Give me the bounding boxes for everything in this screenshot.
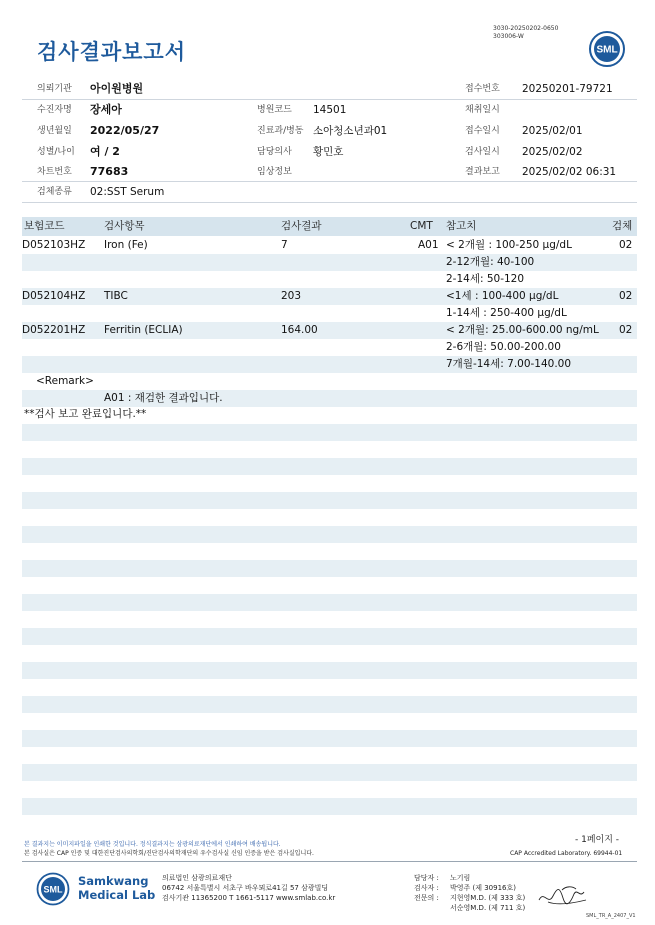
cap-accreditation: CAP Accredited Laboratory. 69944-01	[510, 850, 623, 857]
notice-line-2: 본 검사실은 CAP 인증 및 대한진단검사의학회/진단검사의학재단의 우수검사실 신임 인증을 받은 검사실입니다.	[24, 850, 314, 857]
row-3-reference: 2-14세: 50-120	[446, 273, 525, 285]
row-band	[22, 662, 637, 679]
info-divider	[22, 202, 637, 203]
row-6-code: D052201HZ	[22, 324, 86, 336]
info-row-3	[22, 121, 637, 141]
brand-line-1: Samkwang	[78, 874, 149, 888]
results-table-header	[22, 217, 637, 236]
sml-logo-text: SML	[596, 44, 618, 56]
notice-line-1: 본 결과지는 이미지파일을 인쇄한 것입니다. 정식결과지는 삼광의료재단에서 인쇄하여 배송됩니다.	[24, 841, 281, 848]
collection-date-label: 채취일시	[465, 105, 500, 115]
col-insurance-code: 보험코드	[24, 220, 65, 232]
signature-image	[536, 880, 590, 912]
document-code-line1: 3030-20250202-0650	[493, 25, 559, 32]
staff-value: 노기림	[450, 874, 471, 882]
doctor-value: 황민호	[313, 146, 344, 158]
sml-footer-logo-icon	[36, 872, 70, 906]
doctor-label: 담당의사	[257, 147, 292, 157]
chart-no-value: 77683	[90, 165, 129, 178]
row-1-reference: < 2개월 : 100-250 µg/dL	[446, 239, 572, 251]
specimen-type-label: 검체종류	[37, 187, 72, 197]
document-code-line2: 303006-W	[493, 33, 524, 40]
footer-divider	[22, 861, 637, 862]
row-1-result: 7	[281, 239, 288, 251]
address-line-2: 06742 서울특별시 서초구 바우뫼로41길 57 삼광빌딩	[162, 884, 329, 892]
row-band	[22, 424, 637, 441]
info-row-4	[22, 142, 637, 162]
info-row-2	[22, 100, 637, 120]
staff-value: 박영주 (제 30916호)	[450, 884, 516, 892]
receipt-no-value: 20250201-79721	[522, 83, 613, 95]
hospital-code-value: 14501	[313, 104, 347, 116]
row-band	[22, 798, 637, 815]
info-row-5	[22, 162, 637, 182]
row-band	[22, 458, 637, 475]
clinical-info-label: 임상정보	[257, 167, 292, 177]
form-code: SML_TR_A_2407_V1	[586, 913, 636, 919]
staff-label: 전문의 :	[414, 894, 439, 902]
row-6-result: 164.00	[281, 324, 318, 336]
dept-label: 진료과/병동	[257, 126, 304, 136]
chart-no-label: 차트번호	[37, 167, 72, 177]
row-band	[22, 492, 637, 509]
row-band	[22, 560, 637, 577]
address-line-3: 검사기관 11365200 T 1661-5117 www.smlab.co.kr	[162, 894, 336, 902]
birth-value: 2022/05/27	[90, 124, 160, 137]
specimen-type-value: 02:SST Serum	[90, 186, 165, 198]
foundation-address	[162, 873, 335, 903]
birth-label: 생년월일	[37, 126, 72, 136]
staff-value: 지현영M.D. (제 333 호)	[450, 894, 526, 902]
row-band	[22, 696, 637, 713]
receipt-date-label: 접수일시	[465, 126, 500, 136]
remark-label: <Remark>	[36, 375, 94, 387]
info-row-1	[22, 79, 637, 99]
info-row-6	[22, 182, 637, 202]
patient-label: 수진자명	[37, 105, 72, 115]
row-band	[22, 628, 637, 645]
row-band	[22, 730, 637, 747]
test-date-value: 2025/02/02	[522, 146, 583, 158]
col-specimen: 검체	[612, 220, 633, 232]
dept-value: 소아청소년과01	[313, 125, 388, 137]
remark-text: A01 : 재검한 결과입니다.	[104, 392, 223, 404]
staff-label: 담당자 :	[414, 874, 439, 882]
col-reference: 참고치	[446, 220, 477, 232]
row-5-reference: 1-14세 : 250-400 µg/dL	[446, 307, 567, 319]
row-7-reference: 2-6개월: 50.00-200.00	[446, 341, 561, 353]
row-6-item: Ferritin (ECLIA)	[104, 324, 183, 336]
document-code	[493, 25, 558, 41]
page-number: - 1페이지 -	[575, 835, 620, 845]
row-1-specimen: 02	[619, 239, 633, 251]
col-cmt: CMT	[410, 220, 433, 232]
report-date-value: 2025/02/02 06:31	[522, 166, 617, 178]
row-band	[22, 254, 637, 271]
patient-value: 장세아	[90, 103, 122, 116]
address-line-1: 의료법인 삼광의료재단	[162, 874, 232, 882]
staff-label: 검사자 :	[414, 884, 439, 892]
completion-text: **검사 보고 완료입니다.**	[24, 408, 147, 420]
brand-line-2: Medical Lab	[78, 888, 156, 902]
receipt-no-label: 접수번호	[465, 84, 500, 94]
sex-age-value: 여 / 2	[90, 145, 120, 158]
row-4-reference: <1세 : 100-400 µg/dL	[446, 290, 559, 302]
row-6-specimen: 02	[619, 324, 633, 336]
col-test-item: 검사항목	[104, 220, 145, 232]
row-4-specimen: 02	[619, 290, 633, 302]
row-1-cmt: A01	[418, 239, 439, 251]
test-date-label: 검사일시	[465, 147, 500, 157]
row-6-reference: < 2개월: 25.00-600.00 ng/mL	[446, 324, 599, 336]
report-title: 검사결과보고서	[37, 40, 187, 64]
brand-name	[78, 874, 155, 902]
client-value: 아이원병원	[90, 82, 144, 95]
row-4-result: 203	[281, 290, 302, 302]
client-label: 의뢰기관	[37, 84, 72, 94]
row-band	[22, 764, 637, 781]
row-2-reference: 2-12개월: 40-100	[446, 256, 535, 268]
row-band	[22, 594, 637, 611]
row-8-reference: 7개월-14세: 7.00-140.00	[446, 358, 572, 370]
staff-value: 서순영M.D. (제 711 호)	[450, 904, 526, 912]
sml-logo-icon	[588, 30, 626, 68]
row-band	[22, 526, 637, 543]
row-1-item: Iron (Fe)	[104, 239, 148, 251]
sex-age-label: 성별/나이	[37, 147, 75, 157]
sml-footer-logo-text: SML	[43, 884, 63, 895]
row-1-code: D052103HZ	[22, 239, 86, 251]
row-4-code: D052104HZ	[22, 290, 86, 302]
hospital-code-label: 병원코드	[257, 105, 292, 115]
receipt-date-value: 2025/02/01	[522, 125, 583, 137]
row-4-item: TIBC	[104, 290, 128, 302]
col-result: 검사결과	[281, 220, 322, 232]
report-date-label: 결과보고	[465, 167, 500, 177]
